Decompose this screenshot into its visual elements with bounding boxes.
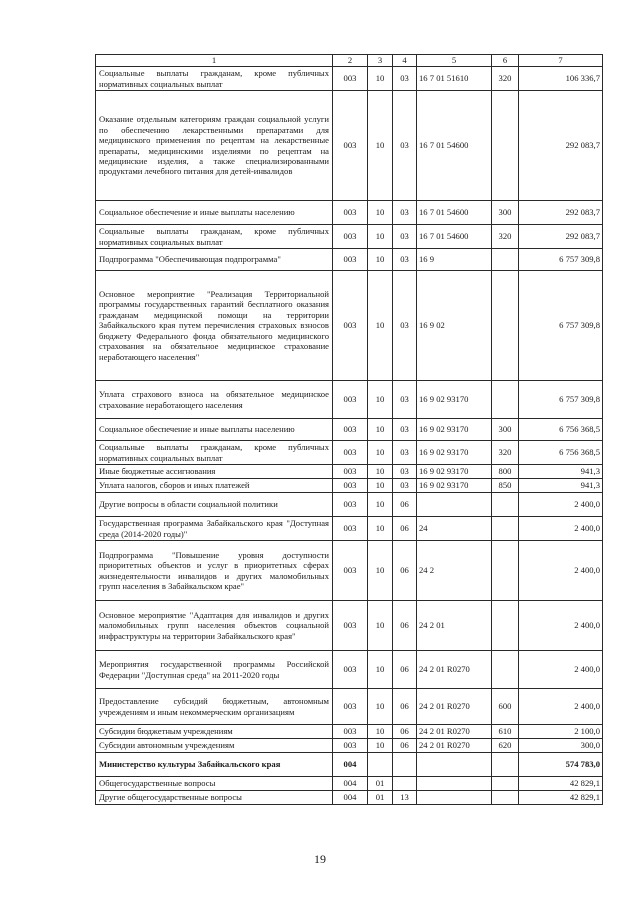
- cell-code-4: 06: [393, 541, 417, 601]
- row-name: Основное мероприятие "Реализация Территориальной программы государственных гарантий бесплатного оказания гражданам медицинской помощи на территории Забайкальского края путем перечисления страховых взносов бюджету Федерального фонда обязательного медицинского страхования на обязательное медицинское страхование неработающего населения": [96, 271, 333, 381]
- cell-code-5: 24 2 01 R0270: [417, 689, 492, 725]
- row-name: Оказание отдельным категориям граждан социальной услуги по обеспечению лекарственными препаратами для медицинского применения по рецептам на лекарственные препараты, медицинскими изделиями по рецептам на медицинские изделия, а также специализированными продуктами лечебного питания для детей-инвалидов: [96, 91, 333, 201]
- cell-amount: 941,3: [519, 479, 603, 493]
- row-name: Подпрограмма "Повышение уровня доступности приоритетных объектов и услуг в приоритетных сферах жизнедеятельности инвалидов и других маломобильных групп населения в Забайкальском крае": [96, 541, 333, 601]
- cell-code-4: 03: [393, 67, 417, 91]
- cell-code-6: [492, 271, 519, 381]
- cell-code-6: [492, 753, 519, 777]
- cell-code-3: 10: [368, 441, 393, 465]
- cell-amount: 2 100,0: [519, 725, 603, 739]
- cell-code-5: 16 9 02: [417, 271, 492, 381]
- cell-amount: 574 783,0: [519, 753, 603, 777]
- cell-code-6: 320: [492, 441, 519, 465]
- cell-amount: 106 336,7: [519, 67, 603, 91]
- cell-code-5: 24 2 01 R0270: [417, 739, 492, 753]
- cell-code-3: 10: [368, 225, 393, 249]
- cell-code-4: 03: [393, 201, 417, 225]
- cell-code-2: 003: [333, 739, 368, 753]
- table-row: [96, 91, 603, 201]
- cell-code-2: 003: [333, 493, 368, 517]
- row-name: Уплата страхового взноса на обязательное медицинское страхование неработающего населения: [96, 381, 333, 419]
- cell-code-5: 24 2 01: [417, 601, 492, 651]
- table-row: [96, 271, 603, 381]
- cell-code-4: 03: [393, 249, 417, 271]
- cell-code-2: 003: [333, 479, 368, 493]
- table-row: [96, 201, 603, 225]
- cell-code-5: 16 7 01 54600: [417, 225, 492, 249]
- row-name: Иные бюджетные ассигнования: [96, 465, 333, 479]
- cell-code-5: 16 9 02 93170: [417, 419, 492, 441]
- cell-code-5: [417, 493, 492, 517]
- cell-code-6: [492, 381, 519, 419]
- cell-code-2: 003: [333, 419, 368, 441]
- cell-code-2: 003: [333, 441, 368, 465]
- cell-code-5: 24: [417, 517, 492, 541]
- row-name: Общегосударственные вопросы: [96, 777, 333, 791]
- cell-code-3: 10: [368, 601, 393, 651]
- cell-code-5: 16 9 02 93170: [417, 441, 492, 465]
- table-row: [96, 725, 603, 739]
- table-row: [96, 67, 603, 91]
- cell-amount: 2 400,0: [519, 601, 603, 651]
- cell-amount: 2 400,0: [519, 689, 603, 725]
- cell-code-6: 850: [492, 479, 519, 493]
- row-name: Социальное обеспечение и иные выплаты населению: [96, 419, 333, 441]
- row-name: Основное мероприятие "Адаптация для инвалидов и других маломобильных групп населения объектов социальной инфраструктуры на территории Забайкальского края": [96, 601, 333, 651]
- cell-amount: 42 829,1: [519, 791, 603, 805]
- cell-code-4: 03: [393, 225, 417, 249]
- cell-code-5: 24 2: [417, 541, 492, 601]
- table-row: [96, 541, 603, 601]
- cell-code-5: 24 2 01 R0270: [417, 725, 492, 739]
- cell-amount: 42 829,1: [519, 777, 603, 791]
- page-number: 19: [314, 852, 326, 866]
- table-row: [96, 601, 603, 651]
- cell-code-2: 003: [333, 465, 368, 479]
- cell-code-6: [492, 601, 519, 651]
- cell-code-2: 003: [333, 541, 368, 601]
- cell-code-4: [393, 777, 417, 791]
- cell-code-2: 003: [333, 601, 368, 651]
- column-header: 4: [393, 55, 417, 67]
- cell-code-3: 01: [368, 791, 393, 805]
- cell-amount: 2 400,0: [519, 517, 603, 541]
- cell-code-5: 16 7 01 54600: [417, 201, 492, 225]
- column-header: 7: [519, 55, 603, 67]
- row-name: Уплата налогов, сборов и иных платежей: [96, 479, 333, 493]
- cell-code-3: 10: [368, 739, 393, 753]
- column-header: 5: [417, 55, 492, 67]
- table-header-row: [96, 55, 603, 67]
- table-row: [96, 493, 603, 517]
- row-name: Подпрограмма "Обеспечивающая подпрограмма": [96, 249, 333, 271]
- table-row: [96, 517, 603, 541]
- cell-code-6: [492, 249, 519, 271]
- cell-code-5: 16 7 01 54600: [417, 91, 492, 201]
- cell-amount: 6 757 309,8: [519, 271, 603, 381]
- row-name: Другие общегосударственные вопросы: [96, 791, 333, 805]
- cell-code-6: 800: [492, 465, 519, 479]
- cell-code-6: 600: [492, 689, 519, 725]
- row-name: Субсидии автономным учреждениям: [96, 739, 333, 753]
- cell-amount: 292 083,7: [519, 201, 603, 225]
- cell-code-4: 06: [393, 739, 417, 753]
- cell-code-3: 10: [368, 201, 393, 225]
- cell-code-6: [492, 91, 519, 201]
- cell-code-2: 004: [333, 791, 368, 805]
- table-row: [96, 441, 603, 465]
- cell-code-2: 003: [333, 67, 368, 91]
- cell-code-4: 06: [393, 601, 417, 651]
- cell-code-6: 300: [492, 419, 519, 441]
- cell-code-3: 10: [368, 465, 393, 479]
- cell-code-6: 610: [492, 725, 519, 739]
- cell-code-3: 10: [368, 67, 393, 91]
- cell-code-6: 320: [492, 225, 519, 249]
- cell-code-6: [492, 493, 519, 517]
- cell-code-4: 03: [393, 479, 417, 493]
- cell-code-4: 03: [393, 91, 417, 201]
- cell-code-6: 300: [492, 201, 519, 225]
- row-name: Мероприятия государственной программы Российской Федерации "Доступная среда" на 2011-2020 годы: [96, 651, 333, 689]
- cell-code-3: 10: [368, 493, 393, 517]
- cell-code-2: 003: [333, 725, 368, 739]
- cell-amount: 6 756 368,5: [519, 419, 603, 441]
- table-row: [96, 465, 603, 479]
- cell-code-5: 16 7 01 51610: [417, 67, 492, 91]
- row-name: Социальные выплаты гражданам, кроме публичных нормативных социальных выплат: [96, 441, 333, 465]
- cell-code-2: 004: [333, 777, 368, 791]
- row-name: Социальные выплаты гражданам, кроме публичных нормативных социальных выплат: [96, 225, 333, 249]
- table-row: [96, 777, 603, 791]
- column-header: 6: [492, 55, 519, 67]
- cell-amount: 2 400,0: [519, 651, 603, 689]
- table-row: [96, 225, 603, 249]
- row-name: Министерство культуры Забайкальского края: [96, 753, 333, 777]
- table-row: [96, 381, 603, 419]
- table-row: [96, 689, 603, 725]
- cell-code-2: 003: [333, 249, 368, 271]
- cell-code-2: 003: [333, 201, 368, 225]
- cell-code-4: 03: [393, 419, 417, 441]
- table-row: [96, 739, 603, 753]
- cell-code-5: [417, 791, 492, 805]
- cell-amount: 941,3: [519, 465, 603, 479]
- cell-code-3: 10: [368, 381, 393, 419]
- cell-code-3: [368, 753, 393, 777]
- cell-amount: 300,0: [519, 739, 603, 753]
- cell-code-2: 003: [333, 517, 368, 541]
- cell-code-2: 003: [333, 91, 368, 201]
- cell-amount: 6 757 309,8: [519, 381, 603, 419]
- cell-code-4: 03: [393, 441, 417, 465]
- table-row: [96, 753, 603, 777]
- column-header: 1: [96, 55, 333, 67]
- cell-code-3: 10: [368, 479, 393, 493]
- cell-code-4: 06: [393, 493, 417, 517]
- row-name: Предоставление субсидий бюджетным, автономным учреждениям и иным некоммерческим организациям: [96, 689, 333, 725]
- cell-code-4: [393, 753, 417, 777]
- cell-code-3: 10: [368, 517, 393, 541]
- cell-code-3: 10: [368, 541, 393, 601]
- cell-code-5: 16 9 02 93170: [417, 381, 492, 419]
- cell-code-2: 003: [333, 689, 368, 725]
- cell-code-6: [492, 791, 519, 805]
- cell-code-6: [492, 541, 519, 601]
- budget-table: [95, 54, 603, 805]
- cell-code-3: 10: [368, 689, 393, 725]
- row-name: Другие вопросы в области социальной политики: [96, 493, 333, 517]
- cell-code-5: [417, 777, 492, 791]
- cell-code-4: 03: [393, 381, 417, 419]
- cell-amount: 6 757 309,8: [519, 249, 603, 271]
- cell-code-4: 06: [393, 651, 417, 689]
- cell-code-5: 16 9: [417, 249, 492, 271]
- cell-code-2: 003: [333, 271, 368, 381]
- cell-amount: 6 756 368,5: [519, 441, 603, 465]
- cell-code-6: 620: [492, 739, 519, 753]
- table-row: [96, 479, 603, 493]
- cell-code-3: 10: [368, 651, 393, 689]
- cell-code-3: 01: [368, 777, 393, 791]
- table-row: [96, 791, 603, 805]
- cell-amount: 292 083,7: [519, 91, 603, 201]
- cell-code-5: 24 2 01 R0270: [417, 651, 492, 689]
- cell-code-4: 03: [393, 465, 417, 479]
- cell-code-2: 004: [333, 753, 368, 777]
- cell-code-4: 06: [393, 517, 417, 541]
- row-name: Социальное обеспечение и иные выплаты населению: [96, 201, 333, 225]
- cell-code-3: 10: [368, 419, 393, 441]
- cell-code-2: 003: [333, 381, 368, 419]
- cell-code-4: 06: [393, 725, 417, 739]
- cell-amount: 2 400,0: [519, 493, 603, 517]
- column-header: 3: [368, 55, 393, 67]
- table-row: [96, 651, 603, 689]
- cell-code-4: 03: [393, 271, 417, 381]
- cell-amount: 2 400,0: [519, 541, 603, 601]
- cell-code-3: 10: [368, 725, 393, 739]
- cell-code-3: 10: [368, 91, 393, 201]
- cell-code-2: 003: [333, 225, 368, 249]
- cell-amount: 292 083,7: [519, 225, 603, 249]
- cell-code-5: [417, 753, 492, 777]
- cell-code-4: 06: [393, 689, 417, 725]
- cell-code-3: 10: [368, 249, 393, 271]
- cell-code-5: 16 9 02 93170: [417, 465, 492, 479]
- row-name: Социальные выплаты гражданам, кроме публичных нормативных социальных выплат: [96, 67, 333, 91]
- row-name: Субсидии бюджетным учреждениям: [96, 725, 333, 739]
- cell-code-6: [492, 777, 519, 791]
- cell-code-4: 13: [393, 791, 417, 805]
- cell-code-2: 003: [333, 651, 368, 689]
- cell-code-6: [492, 517, 519, 541]
- cell-code-3: 10: [368, 271, 393, 381]
- cell-code-5: 16 9 02 93170: [417, 479, 492, 493]
- table-row: [96, 419, 603, 441]
- column-header: 2: [333, 55, 368, 67]
- row-name: Государственная программа Забайкальского края "Доступная среда (2014-2020 годы)": [96, 517, 333, 541]
- table-row: [96, 249, 603, 271]
- cell-code-6: 320: [492, 67, 519, 91]
- cell-code-6: [492, 651, 519, 689]
